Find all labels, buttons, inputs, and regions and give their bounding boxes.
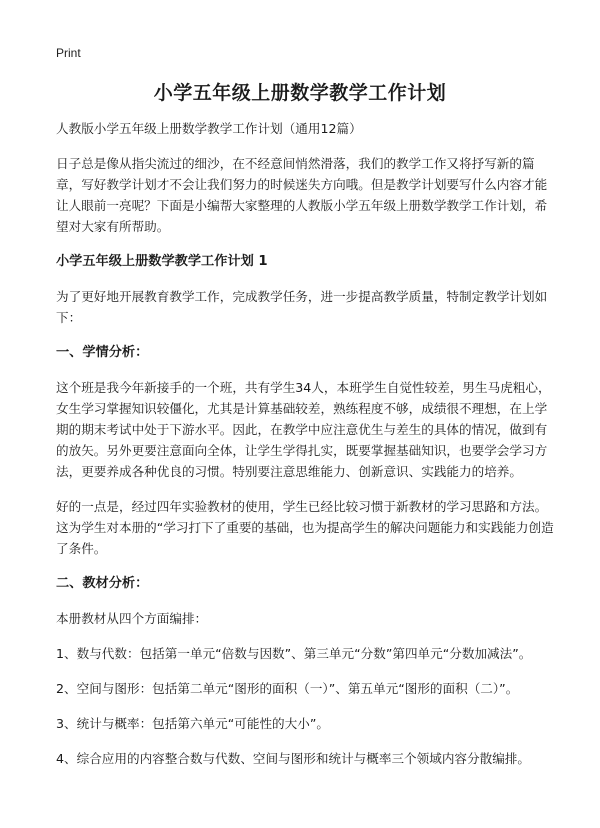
heading-textbook-analysis: 二、教材分析：: [56, 576, 149, 591]
intro-paragraph: 日子总是像从指尖流过的细沙，在不经意间悄然滑落，我们的教学工作又将抒写新的篇章，写好教学计划才不会让我们努力的时候迷失方向哦。但是教学计划要写什么内容才能让人眼前一亮呢？下面是小编帮大家整理的人教版小学五年级上册数学教学工作计划，希望对大家有所帮助。: [56, 156, 548, 234]
subtitle: 人教版小学五年级上册数学教学工作计划（通用12篇）: [56, 121, 362, 136]
article-body: [56, 118, 556, 783]
heading-student-analysis: 一、学情分析：: [56, 345, 149, 360]
print-link[interactable]: Print: [56, 46, 81, 60]
page-title: 小学五年级上册数学教学工作计划: [153, 82, 447, 104]
list-item: 3、统计与概率：包括第六单元“可能性的大小”。: [56, 716, 329, 731]
list-item: 1、数与代数：包括第一单元“倍数与因数”、第三单元“分数”第四单元“分数加减法”。: [56, 646, 532, 661]
students-paragraph: 这个班是我今年新接手的一个班，共有学生34人，本班学生自觉性较差，男生马虎粗心，女生学习掌握知识较僵化，尤其是计算基础较差，熟练程度不够，成绩很不理想，在上学期的期末考试中处于下游水平。因此，在教学中应注意优生与差生的具体的情况，做到有的放矢。另外更要注意面向全体，让学生学得扎实，既要掌握基础知识，也要学会学习方法，更要养成各种优良的习惯。特别要注意思维能力、创新意识、实践能力的培养。: [56, 380, 551, 479]
purpose-paragraph: 为了更好地开展教育教学工作，完成教学任务，进一步提高教学质量，特制定教学计划如下：: [56, 289, 548, 325]
section-title: 小学五年级上册数学教学工作计划 1: [56, 254, 268, 269]
textbook-paragraph: 本册教材从四个方面编排：: [56, 611, 208, 626]
list-item: 2、空间与图形：包括第二单元“图形的面积（一）”、第五单元“图形的面积（二）”。: [56, 681, 519, 696]
good-point-paragraph: 好的一点是，经过四年实验教材的使用，学生已经比较习惯于新教材的学习思路和方法。这为学生对本册的“学习打下了重要的基础，也为提高学生的解决问题能力和实践能力创造了条件。: [56, 499, 554, 556]
list-item: 4、综合应用的内容整合数与代数、空间与图形和统计与概率三个领域内容分散编排。: [56, 751, 530, 766]
